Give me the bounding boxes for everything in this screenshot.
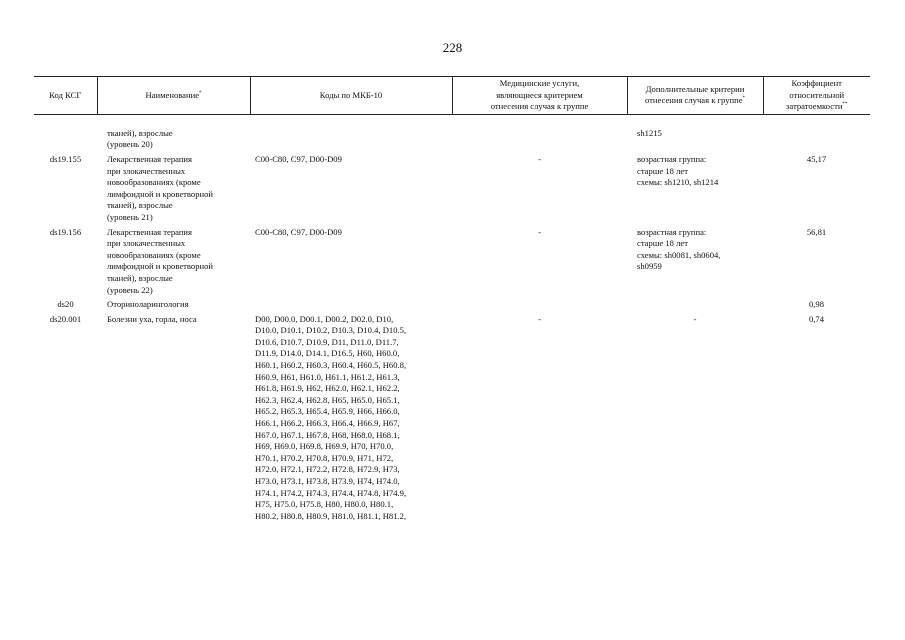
- mkb-codes-cell-line: H62.3, H62.4, H62.8, H65, H65.0, H65.1,: [255, 394, 400, 405]
- page-number: 228: [442, 40, 463, 55]
- name-cell-line: новообразованиях (кроме: [107, 177, 201, 188]
- name-cell-line: тканей), взрослые: [107, 200, 173, 211]
- name-cell: [97, 226, 250, 299]
- name-cell-line: при злокачественных: [107, 238, 186, 249]
- coefficient-cell: [763, 127, 870, 153]
- mkb-codes-cell-line: H70.1, H70.2, H70.8, H70.9, H71, H72,: [255, 452, 394, 463]
- mkb-codes-cell-line: H73.0, H73.1, H73.8, H73.9, H74, H74.0,: [255, 476, 400, 486]
- ksg-code-cell: [34, 127, 97, 153]
- criteria-cell-line: -: [693, 313, 697, 324]
- table-row: [34, 313, 870, 525]
- mkb-codes-cell-line: H67.0, H67.1, H67.8, H68, H68.0, H68.1,: [255, 429, 400, 440]
- mkb-codes-cell: [250, 127, 452, 153]
- services-cell: [452, 127, 627, 153]
- mkb-codes-cell-line: H61.8, H61.9, H62, H62.0, H62.1, H62.2,: [255, 383, 400, 394]
- header-criteria: Дополнительные критерии отнесения случая к группе*: [627, 77, 763, 115]
- mkb-codes-cell-line: H72.0, H72.1, H72.2, H72.8, H72.9, H73,: [255, 464, 400, 475]
- criteria-cell: [627, 153, 763, 226]
- mkb-codes-cell-line: H74.1, H74.2, H74.3, H74.4, H74.8, H74.9,: [255, 487, 407, 498]
- ksg-code-cell: ds19.156: [49, 226, 82, 237]
- criteria-cell-line: возрастная группа:: [637, 226, 707, 237]
- table-header-row: [34, 77, 870, 115]
- mkb-codes-cell-line: H60.1, H60.2, H60.3, H60.4, H60.5, H60.8,: [255, 360, 407, 371]
- criteria-cell: [627, 127, 763, 153]
- mkb-codes-cell-line: C00-C80, C97, D00-D09: [255, 153, 342, 164]
- name-cell: [97, 313, 250, 525]
- mkb-codes-cell-line: H65.2, H65.3, H65.4, H65.9, H66, H66.0,: [255, 406, 400, 417]
- header-mkb: Коды по МКБ-10: [250, 77, 452, 115]
- ksg-code-cell: ds20.001: [49, 313, 82, 324]
- mkb-codes-cell-line: D10.6, D10.7, D10.9, D11, D11.0, D11.7,: [255, 336, 399, 347]
- coefficient-cell: 45,17: [806, 153, 827, 164]
- header-coef: Коэффициент относительной затратоемкости**: [763, 77, 870, 115]
- header-services: Медицинские услуги, являющиеся критерием отнесения случая к группе: [452, 77, 627, 115]
- ksg-code-cell: ds20: [57, 299, 74, 310]
- mkb-codes-cell: [250, 226, 452, 299]
- criteria-cell-line: sh1215: [637, 127, 662, 138]
- services-cell: -: [538, 313, 541, 324]
- name-cell: [97, 153, 250, 226]
- name-cell-line: при злокачественных: [107, 165, 186, 176]
- mkb-codes-cell-line: H60.9, H61, H61.0, H61.1, H61.2, H61.3,: [255, 371, 400, 382]
- name-cell-line: тканей), взрослые: [107, 127, 173, 138]
- mkb-codes-cell-line: H75, H75.0, H75.8, H80, H80.0, H80.1,: [255, 499, 394, 510]
- name-cell-line: лимфоидной и кроветворной: [107, 261, 213, 272]
- header-spacer: [34, 114, 870, 127]
- criteria-cell-line: схемы: sh0081, sh0604,: [637, 249, 721, 260]
- ksg-table: [34, 76, 870, 524]
- mkb-codes-cell: [250, 298, 452, 313]
- criteria-cell-line: старше 18 лет: [637, 238, 688, 249]
- table-row: [34, 226, 870, 299]
- ksg-code-cell: ds19.155: [49, 153, 82, 164]
- name-cell-line: (уровень 21): [107, 211, 153, 222]
- criteria-cell: [627, 226, 763, 299]
- mkb-codes-cell: [250, 313, 452, 525]
- criteria-cell-line: sh0959: [637, 261, 662, 272]
- services-cell: -: [538, 226, 541, 237]
- mkb-codes-cell-line: H69, H69.0, H69.8, H69.9, H70, H70.0,: [255, 441, 394, 452]
- name-cell-line: новообразованиях (кроме: [107, 249, 201, 260]
- criteria-cell: [627, 298, 763, 313]
- mkb-codes-cell: [250, 153, 452, 226]
- criteria-cell-line: возрастная группа:: [637, 153, 707, 164]
- name-cell-line: тканей), взрослые: [107, 272, 173, 283]
- table-row: [34, 127, 870, 153]
- mkb-codes-cell-line: D00, D00.0, D00.1, D00.2, D02.0, D10,: [255, 313, 394, 324]
- mkb-codes-cell-line: H66.1, H66.2, H66.3, H66.4, H66.9, H67,: [255, 418, 400, 429]
- name-cell-line: Лекарственная терапия: [107, 153, 192, 164]
- table-row: [34, 153, 870, 226]
- criteria-cell-line: старше 18 лет: [637, 165, 688, 176]
- table-row: [34, 298, 870, 313]
- name-cell: [97, 127, 250, 153]
- name-cell-line: лимфоидной и кроветворной: [107, 188, 213, 199]
- criteria-cell-line: схемы: sh1210, sh1214: [637, 177, 719, 188]
- mkb-codes-cell-line: D10.0, D10.1, D10.2, D10.3, D10.4, D10.5,: [255, 325, 407, 336]
- name-cell-line: (уровень 20): [107, 139, 153, 150]
- services-cell: [452, 298, 627, 313]
- mkb-codes-cell-line: H80.2, H80.8, H80.9, H81.0, H81.1, H81.2,: [255, 510, 407, 521]
- coefficient-cell: 0,74: [808, 313, 825, 324]
- name-cell-line: (уровень 22): [107, 284, 153, 295]
- name-cell-line: Лекарственная терапия: [107, 226, 192, 237]
- header-code: Код КСГ: [34, 77, 97, 115]
- mkb-codes-cell-line: C00-C80, C97, D00-D09: [255, 226, 342, 237]
- coefficient-cell: 0,98: [808, 299, 825, 310]
- coefficient-cell: 56,81: [806, 226, 827, 237]
- header-name: Наименование*: [97, 77, 250, 115]
- name-cell-line: Оториноларингология: [107, 299, 189, 310]
- name-cell-line: Болезни уха, горла, носа: [107, 313, 197, 324]
- name-cell: [97, 298, 250, 313]
- mkb-codes-cell-line: D11.9, D14.0, D14.1, D16.5, H60, H60.0,: [255, 348, 400, 359]
- criteria-cell: [627, 313, 763, 525]
- services-cell: -: [538, 153, 541, 164]
